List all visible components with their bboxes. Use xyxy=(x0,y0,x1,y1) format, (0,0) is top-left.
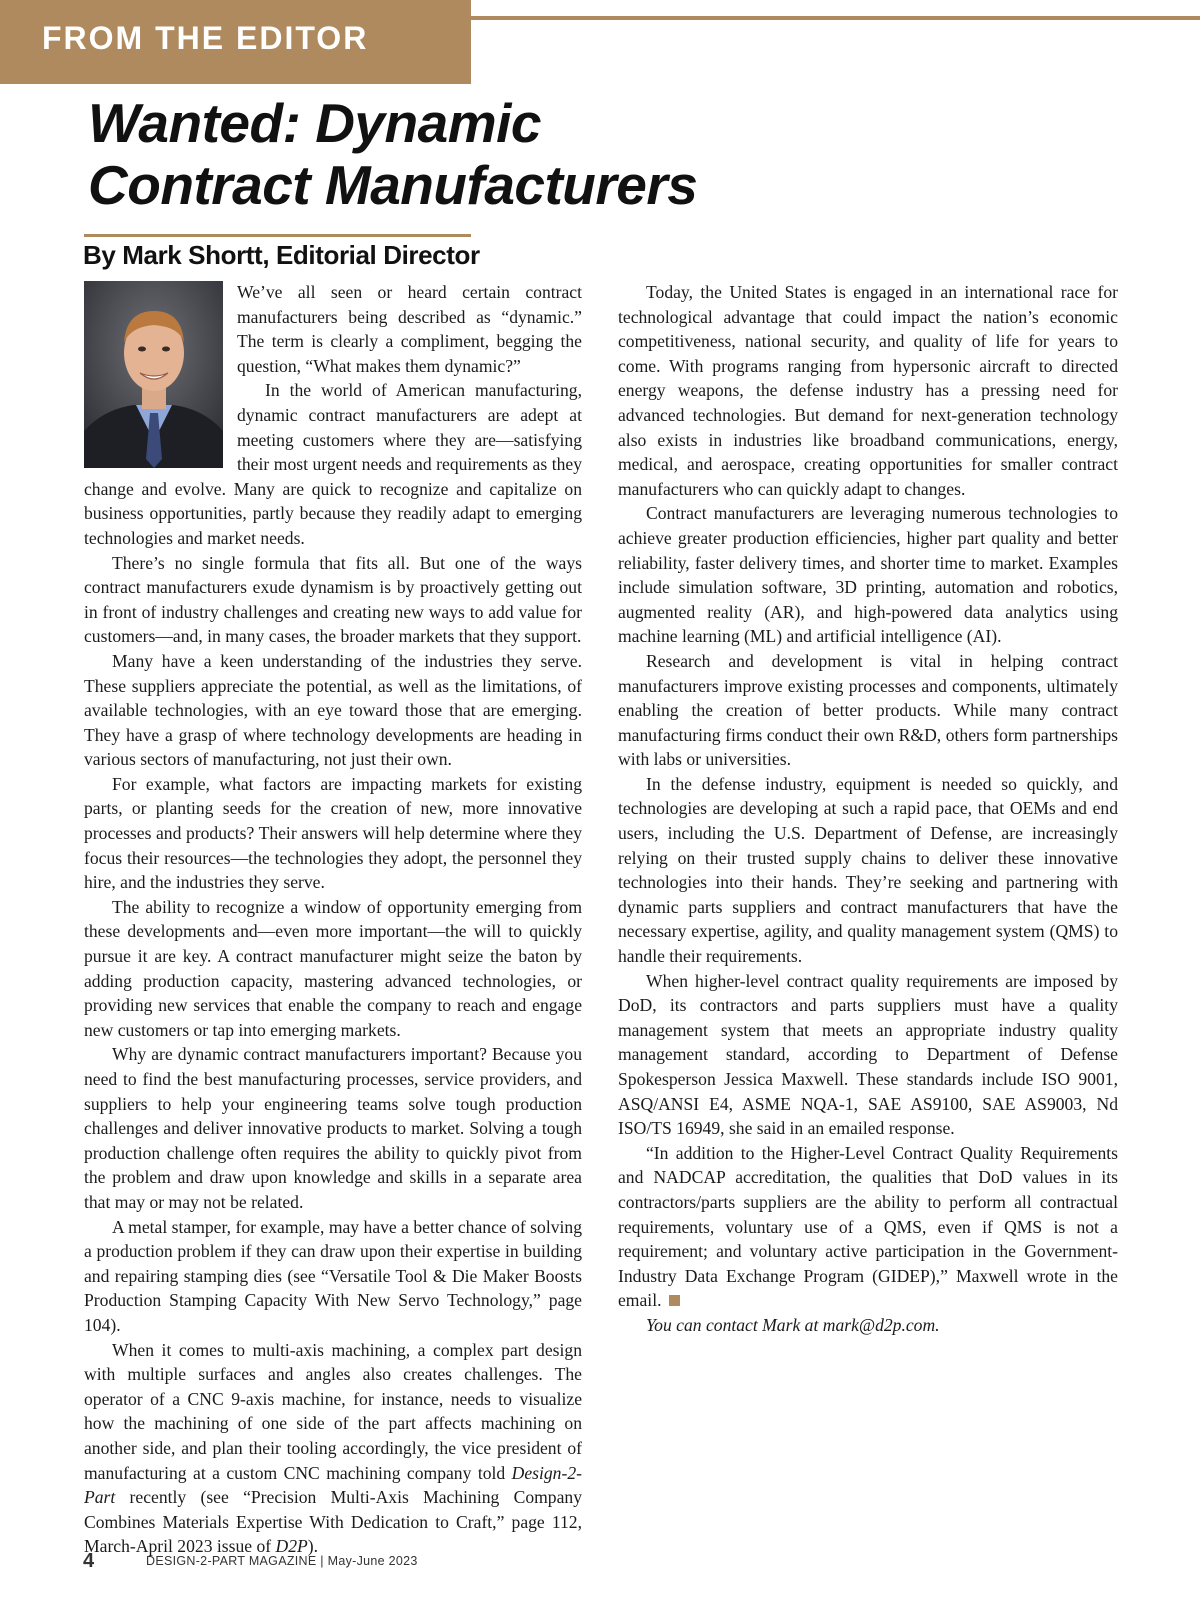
paragraph-text: recently (see “Precision Multi-Axis Machining Company Combines Materials Expertise With Dedication to Craft,” page 112, March-April 2023 issue of xyxy=(84,1487,582,1557)
author-photo xyxy=(84,281,223,468)
article-paragraph: Why are dynamic contract manufacturers important? Because you need to find the best manufacturing processes, service providers, and suppliers to help your engineering teams solve tough production challenges and deliver innovative products to market. Solving a tough production challenge often requires the ability to quickly pivot from the problem and draw upon knowledge and skills in a separate area that may or may not be related. xyxy=(84,1044,582,1212)
headline-line-1: Wanted: Dynamic xyxy=(88,92,541,154)
page-number: 4 xyxy=(83,1550,95,1572)
article-paragraph: For example, what factors are impacting markets for existing parts, or planting seeds for the creation of new, more innovative processes and products? Their answers will help determine where they focus their resources—the technologies they adopt, the personnel they hire, and the industries they serve. xyxy=(84,773,582,893)
article-paragraph: When higher-level contract quality requirements are imposed by DoD, its contractors and parts suppliers must have a quality management system that meets an appropriate industry quality management standard, according to Department of Defense Spokesperson Jessica Maxwell. These standards include ISO 9001, ASQ/ANSI E4, ASME NQA-1, SAE AS9100, SAE AS9003, Nd ISO/TS 16949, she said in an emailed response. xyxy=(618,970,1118,1139)
article-paragraph: In the world of American manufacturing, dynamic contract manufacturers are adept at meeting customers where they are—satisfying their most urgent needs and requirements as they change and evolve. Many are quick to recognize and capitalize on business opportunities, partly because they readily adapt to emerging technologies and market needs. xyxy=(84,380,582,548)
magazine-abbreviation: D2P xyxy=(275,1536,308,1557)
article-column-right xyxy=(618,280,1118,1338)
byline: By Mark Shortt, Editorial Director xyxy=(83,240,480,270)
paragraph-text: ). xyxy=(307,1536,319,1557)
section-tab xyxy=(0,0,471,84)
article-paragraph: A metal stamper, for example, may have a better chance of solving a production problem if they can draw upon their expertise in building and repairing stamping dies (see “Versatile Tool & Die Maker Boosts Production Stamping Capacity With New Servo Technology,” page 104). xyxy=(84,1216,582,1335)
article-paragraph: Today, the United States is engaged in an international race for technological advantage that could impact the nation’s economic competitiveness, national security, and quality of life for years to come. With programs ranging from hypersonic aircraft to directed energy weapons, the defense industry has a pressing need for advanced technologies. But demand for next-generation technology also exists in industries like broadband communications, energy, medical, and aerospace, creating opportunities for smaller contract manufacturers who can quickly adapt to changes. xyxy=(618,282,1118,499)
end-of-article-square-icon xyxy=(669,1295,680,1306)
paragraph-text: When it comes to multi-axis machining, a complex part design with multiple surfaces and angles also creates challenges. The operator of a CNC 9-axis machine, for instance, needs to visualize how the machining of one side of the part affects machining on another side, and plan their tooling accordingly, the vice president of manufacturing at a custom CNC machining company told xyxy=(84,1339,582,1483)
article-paragraph: There’s no single formula that fits all. But one of the ways contract manufacturers exude dynamism is by proactively getting out in front of industry challenges and creating new ways to add value for customers—and, in many cases, the broader markets that they support. xyxy=(84,552,582,647)
article-paragraph: We’ve all seen or heard certain contract manufacturers being described as “dynamic.” The term is clearly a compliment, begging the question, “What makes them dynamic?” xyxy=(237,282,582,376)
portrait-image xyxy=(84,281,223,468)
article-paragraph: Research and development is vital in helping contract manufacturers improve existing processes and components, ultimately enabling the creation of better products. While many contract manufacturing firms conduct their own R&D, others form partnerships with labs or universities. xyxy=(618,650,1118,770)
article-headline xyxy=(88,92,788,216)
section-label: FROM THE EDITOR xyxy=(42,20,369,56)
magazine-title: Design-2-Part xyxy=(84,1462,582,1508)
article-paragraph: The ability to recognize a window of opportunity emerging from these developments and—even more important—the will to quickly pursue it are key. A contract manufacturer might seize the baton by adding production capacity, mastering advanced technologies, or providing new services that enable the company to reach and engage new customers or tap into emerging markets. xyxy=(84,896,582,1040)
publication-info: DESIGN-2-PART MAGAZINE | May-June 2023 xyxy=(146,1554,418,1568)
byline-rule xyxy=(84,234,471,237)
top-rule xyxy=(471,16,1200,20)
author-contact: You can contact Mark at mark@d2p.com. xyxy=(646,1314,940,1335)
article-column-left xyxy=(84,280,582,1559)
article-paragraph: Contract manufacturers are leveraging numerous technologies to achieve greater production efficiencies, higher part quality and better reliability, faster delivery times, and shorter time to market. Examples include simulation software, 3D printing, automation and robotics, augmented reality (AR), and high-powered data analytics using machine learning (ML) and artificial intelligence (AI). xyxy=(618,503,1118,647)
article-paragraph xyxy=(84,1338,582,1559)
article-paragraph xyxy=(618,1141,1118,1313)
headline-line-2: Contract Manufacturers xyxy=(88,154,698,216)
article-paragraph: In the defense industry, equipment is needed so quickly, and technologies are developing at such a rapid pace, that OEMs and end users, including the U.S. Department of Defense, are increasingly relying on their trusted supply chains to deliver these innovative technologies into their hands. They’re seeking and partnering with dynamic parts suppliers and contract manufacturers that have the necessary expertise, agility, and quality management system (QMS) to handle their requirements. xyxy=(618,773,1118,967)
paragraph-text: “In addition to the Higher-Level Contract Quality Requirements and NADCAP accreditation, the qualities that DoD values in its contractors/parts suppliers are the ability to perform all contractual requirements, voluntary use of a QMS, even if QMS is not a requirement; and voluntary active participation in the Government-Industry Data Exchange Program (GIDEP),” Maxwell wrote in the email. xyxy=(618,1142,1118,1311)
article-paragraph: Many have a keen understanding of the industries they serve. These suppliers appreciate the potential, as well as the limitations, of available technologies, with an eye toward those that are emerging. They have a grasp of where technology developments are heading in various sectors of manufacturing, not just their own. xyxy=(84,650,582,770)
